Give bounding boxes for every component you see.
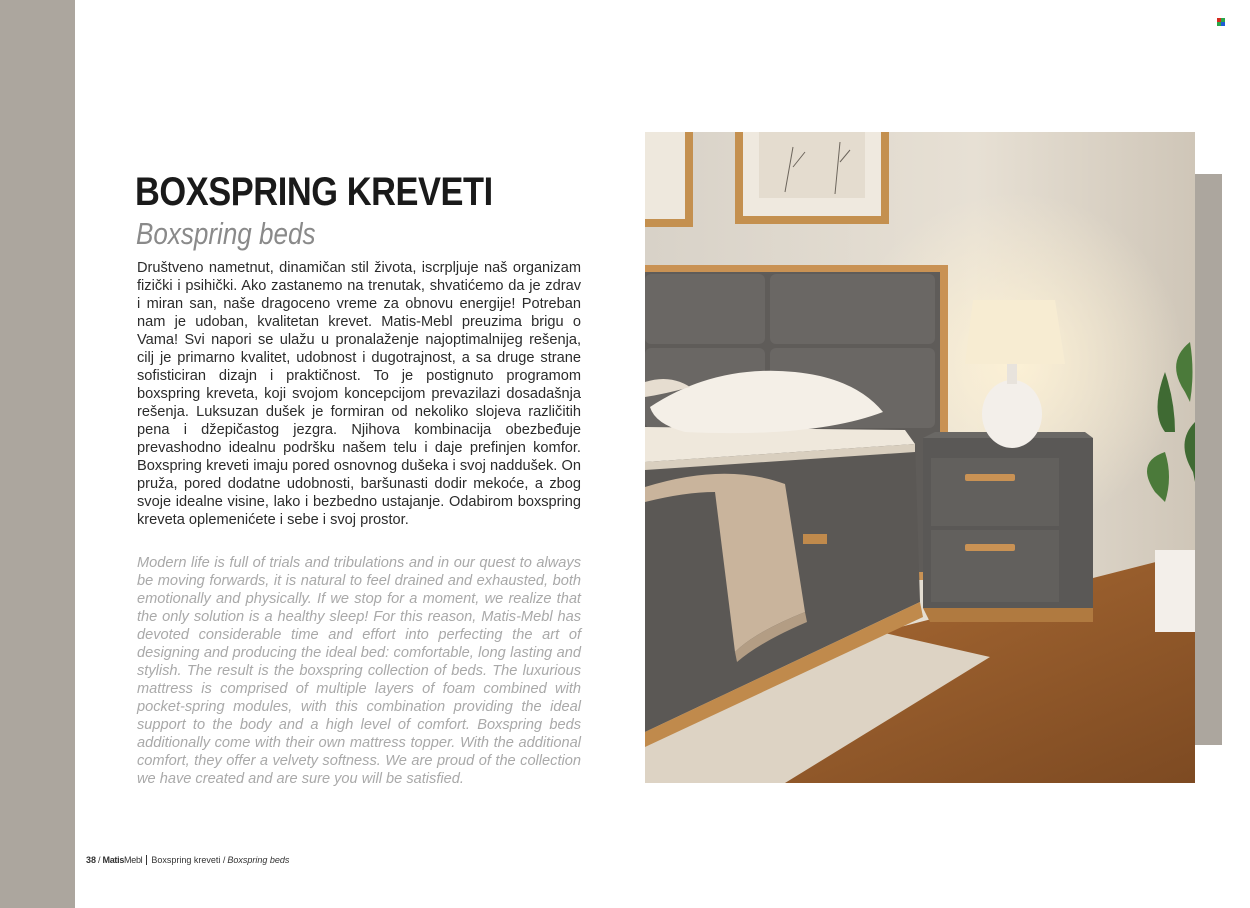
body-text-serbian: Društveno nametnut, dinamičan stil života, iscrpljuje naš organizam fizički i psihički. Ako zastanemo na trenutak, shvatićemo da je zdrav i miran san, naše dragoceno vreme za obnovu energije! Potreban nam je udoban, kvalitetan krevet. Matis-Mebl preuzima brigu o Vama! Svi napori se ulažu u pronalaženje najoptimalnijeg rešenja, cilj je primarno kvalitet, udobnost i dugotrajnost, a sa druge strane sofisticiran dizajn i praktičnost. To je postignuto programom boxspring kreveta, koji svojom koncepcijom prevazilazi dosadašnja rešenja. Luksuzan dušek je formiran od nekoliko slojeva različitih pena i džepičastog jezgra. Njihova kombinacija obezbeđuje prevashodno idealnu podršku našem telu i daje prefinjen komfor. Boxspring kreveti imaju pored osnovnog dušeka i svoj naddušek. On pruža, pored dodatne udobnosti, baršunasti dodir mekoće, a zbog svoje idealne visine, lako i bezbedno ustajanje. Odabirom boxspring kreveta oplemenićete i sebe i svoj prostor.: [137, 260, 581, 528]
footer-divider: [146, 855, 147, 865]
brand-mark-icon: [1217, 18, 1225, 26]
brand-logo: [103, 855, 143, 865]
page-title: BOXSPRING KREVETI: [135, 170, 493, 214]
footer-section-english: Boxspring beds: [227, 855, 290, 865]
page-separator: /: [98, 855, 101, 865]
bedroom-photo: [645, 132, 1195, 783]
left-side-band: [0, 0, 75, 908]
footer-section-serbian: Boxspring kreveti /: [151, 855, 226, 865]
body-text-english: Modern life is full of trials and tribulations and in our quest to always be moving forwards, it is natural to feel drained and exhausted, both emotionally and physically. If we stop for a moment, we realize that the only solution is a healthy sleep! For this reason, Matis-Mebl has devoted considerable time and effort into perfecting the art of designing and producing the ideal bed: comfortable, long lasting and stylish. The result is the boxspring collection of beds. The luxurious mattress is comprised of multiple layers of foam combined with pocket-spring modules, with this combination providing the ideal support to the body and a high level of comfort. Boxspring beds additionally come with their own mattress topper. With the additional comfort, they offer a velvety softness. We are proud of the collection we have created and are sure you will be satisfied.: [137, 555, 581, 787]
page-number: 38: [86, 855, 97, 865]
brand-logo-thin: Mebl: [124, 855, 143, 865]
page-footer: [86, 855, 289, 865]
brand-logo-bold: Matis: [102, 855, 125, 865]
decorative-gray-panel: [1195, 174, 1222, 745]
page-subtitle: Boxspring beds: [136, 216, 316, 251]
